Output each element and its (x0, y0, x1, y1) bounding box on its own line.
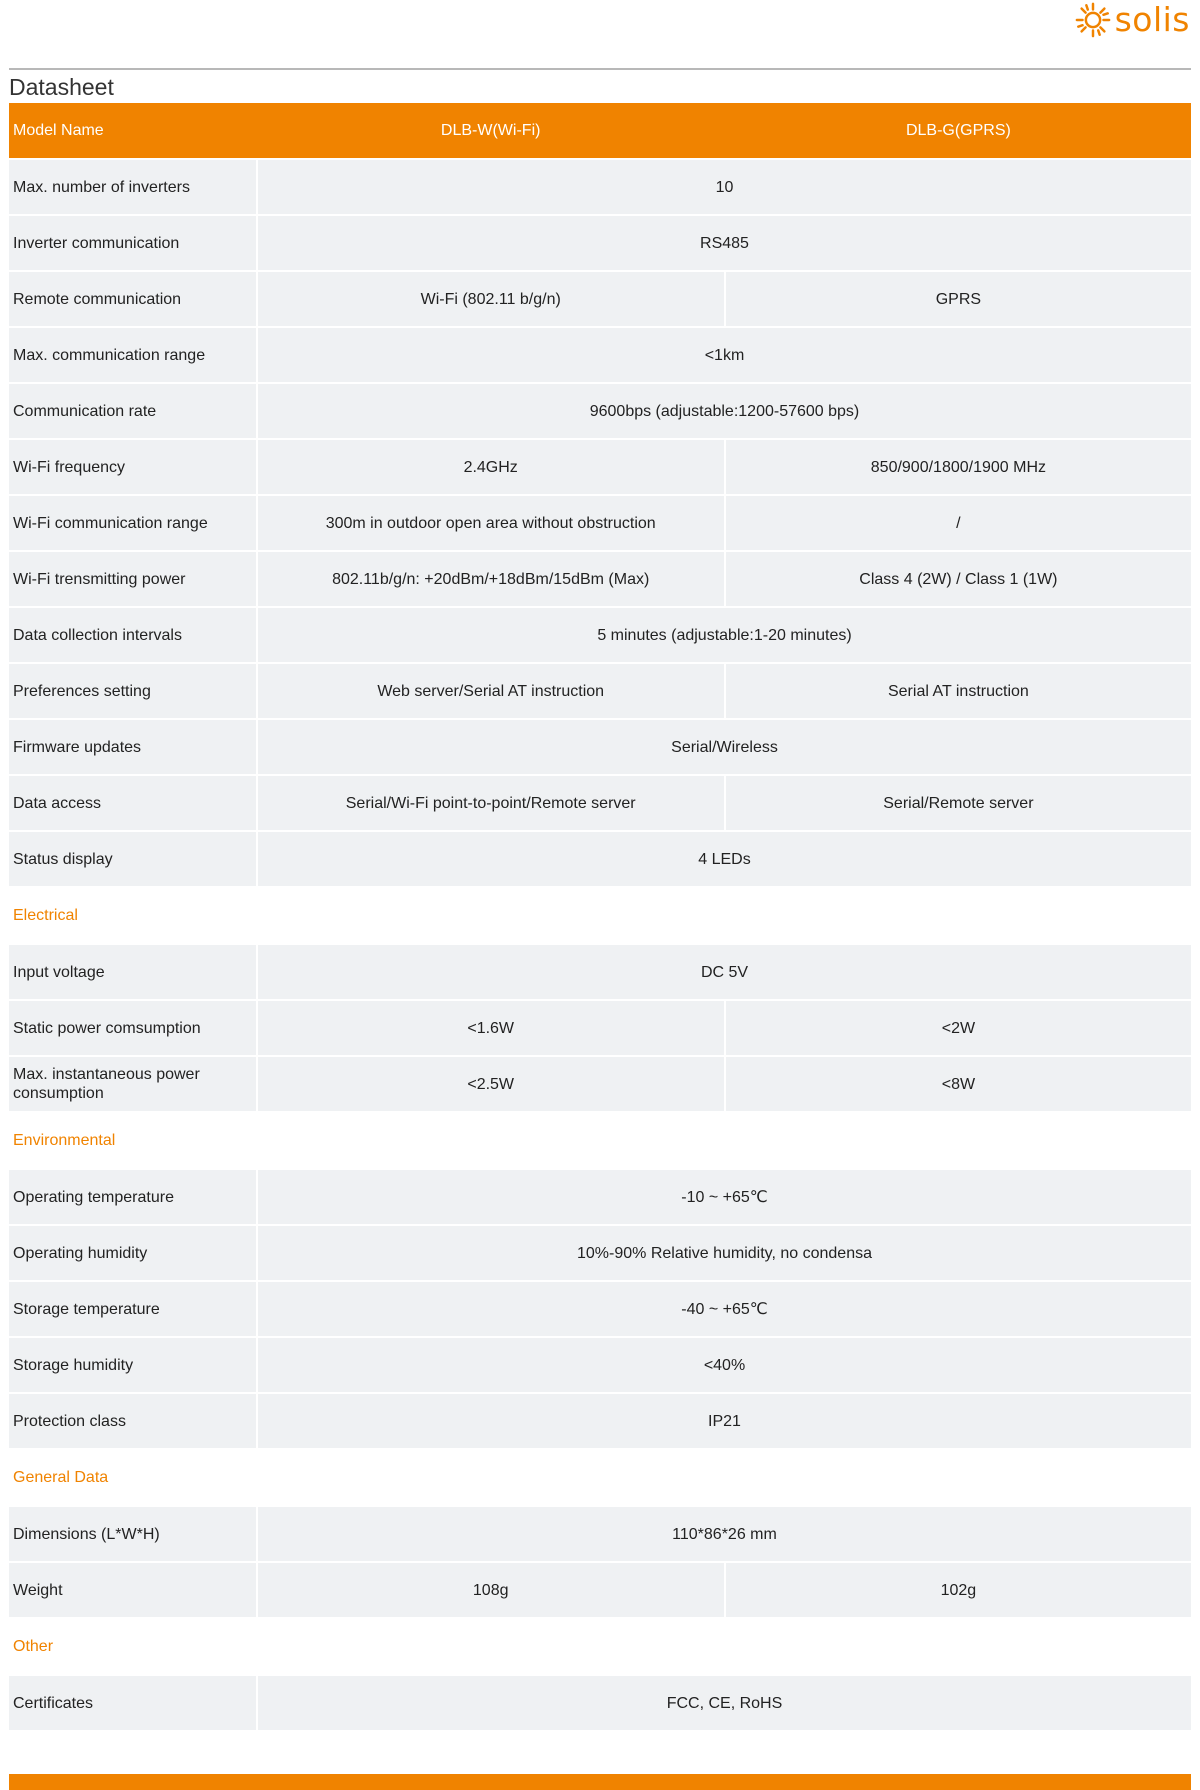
table-row (9, 1676, 1191, 1732)
row-value-shared: 4 LEDs (258, 832, 1191, 886)
section-heading-row (9, 1619, 1191, 1676)
table-header-row (9, 103, 1191, 160)
section-heading: Electrical (13, 907, 78, 924)
row-value-wifi: Wi-Fi (802.11 b/g/n) (258, 272, 724, 326)
row-label: Certificates (9, 1676, 256, 1730)
table-row (9, 1170, 1191, 1226)
row-value-wifi: 802.11b/g/n: +20dBm/+18dBm/15dBm (Max) (258, 552, 724, 606)
row-value-shared: RS485 (258, 216, 1191, 270)
table-row (9, 272, 1191, 328)
row-label: Wi-Fi trensmitting power (9, 552, 256, 606)
row-value-shared: -40 ~ +65℃ (258, 1282, 1191, 1336)
table-row (9, 664, 1191, 720)
row-value-wifi: Serial/Wi-Fi point-to-point/Remote server (258, 776, 724, 830)
row-value-shared: 9600bps (adjustable:1200-57600 bps) (258, 384, 1191, 438)
row-value-gprs: 102g (726, 1563, 1191, 1617)
row-label: Weight (9, 1563, 256, 1617)
row-value-wifi: <1.6W (258, 1001, 724, 1055)
row-label: Inverter communication (9, 216, 256, 270)
row-value-gprs: / (726, 496, 1191, 550)
footer-bar (9, 1774, 1191, 1790)
row-label: Static power comsumption (9, 1001, 256, 1055)
page-title: Datasheet (9, 74, 114, 100)
row-value-gprs: GPRS (726, 272, 1191, 326)
section-heading-row (9, 1113, 1191, 1170)
row-value-gprs: Serial AT instruction (726, 664, 1191, 718)
spec-table (9, 103, 1191, 1732)
row-label: Preferences setting (9, 664, 256, 718)
row-label: Max. number of inverters (9, 160, 256, 214)
row-label: Remote communication (9, 272, 256, 326)
logo-text: solis (1114, 0, 1190, 39)
table-row (9, 776, 1191, 832)
table-row (9, 1057, 1191, 1113)
row-label: Protection class (9, 1394, 256, 1448)
brand-logo (1074, 2, 1190, 38)
row-label: Status display (9, 832, 256, 886)
table-row (9, 1394, 1191, 1450)
row-label: Wi-Fi frequency (9, 440, 256, 494)
row-value-shared: DC 5V (258, 945, 1191, 999)
row-value-wifi: 300m in outdoor open area without obstruction (258, 496, 724, 550)
header-divider (9, 68, 1191, 70)
table-row (9, 1563, 1191, 1619)
table-row (9, 1001, 1191, 1057)
section-heading-row (9, 888, 1191, 945)
row-value-shared: 110*86*26 mm (258, 1507, 1191, 1561)
row-label: Operating temperature (9, 1170, 256, 1224)
row-value-wifi: 2.4GHz (258, 440, 724, 494)
table-row (9, 216, 1191, 272)
row-value-shared: IP21 (258, 1394, 1191, 1448)
row-label: Data access (9, 776, 256, 830)
table-row (9, 160, 1191, 216)
table-row (9, 1282, 1191, 1338)
row-label: Max. communication range (9, 328, 256, 382)
section-heading: Other (13, 1638, 54, 1655)
row-value-shared: <1km (258, 328, 1191, 382)
row-value-shared: 10 (258, 160, 1191, 214)
table-row (9, 496, 1191, 552)
table-row (9, 552, 1191, 608)
row-label: Wi-Fi communication range (9, 496, 256, 550)
row-value-shared: -10 ~ +65℃ (258, 1170, 1191, 1224)
row-label: Firmware updates (9, 720, 256, 774)
table-row (9, 720, 1191, 776)
row-value-wifi: 108g (258, 1563, 724, 1617)
row-value-shared: 10%-90% Relative humidity, no condensa (258, 1226, 1191, 1280)
header-col-gprs: DLB-G(GPRS) (726, 103, 1191, 158)
table-row (9, 1338, 1191, 1394)
table-row (9, 945, 1191, 1001)
row-value-gprs: <8W (726, 1057, 1191, 1111)
table-row (9, 440, 1191, 496)
row-value-shared: FCC, CE, RoHS (258, 1676, 1191, 1730)
section-heading-row (9, 1450, 1191, 1507)
row-value-shared: 5 minutes (adjustable:1-20 minutes) (258, 608, 1191, 662)
row-label: Operating humidity (9, 1226, 256, 1280)
row-value-gprs: Class 4 (2W) / Class 1 (1W) (726, 552, 1191, 606)
table-row (9, 1507, 1191, 1563)
table-row (9, 384, 1191, 440)
header-col-wifi: DLB-W(Wi-Fi) (258, 103, 724, 158)
row-value-gprs: <2W (726, 1001, 1191, 1055)
section-heading: General Data (13, 1469, 109, 1486)
row-label: Max. instantaneous power consumption (9, 1057, 256, 1111)
table-row (9, 832, 1191, 888)
table-row (9, 1226, 1191, 1282)
row-value-gprs: 850/900/1800/1900 MHz (726, 440, 1191, 494)
row-value-shared: <40% (258, 1338, 1191, 1392)
row-value-wifi: Web server/Serial AT instruction (258, 664, 724, 718)
table-row (9, 328, 1191, 384)
row-label: Data collection intervals (9, 608, 256, 662)
row-value-shared: Serial/Wireless (258, 720, 1191, 774)
row-label: Storage humidity (9, 1338, 256, 1392)
table-row (9, 608, 1191, 664)
row-label: Storage temperature (9, 1282, 256, 1336)
row-label: Input voltage (9, 945, 256, 999)
row-value-gprs: Serial/Remote server (726, 776, 1191, 830)
section-heading: Environmental (13, 1132, 116, 1149)
sun-logo-icon (1074, 1, 1112, 39)
row-value-wifi: <2.5W (258, 1057, 724, 1111)
row-label: Communication rate (9, 384, 256, 438)
header-model-name: Model Name (9, 103, 256, 158)
row-label: Dimensions (L*W*H) (9, 1507, 256, 1561)
